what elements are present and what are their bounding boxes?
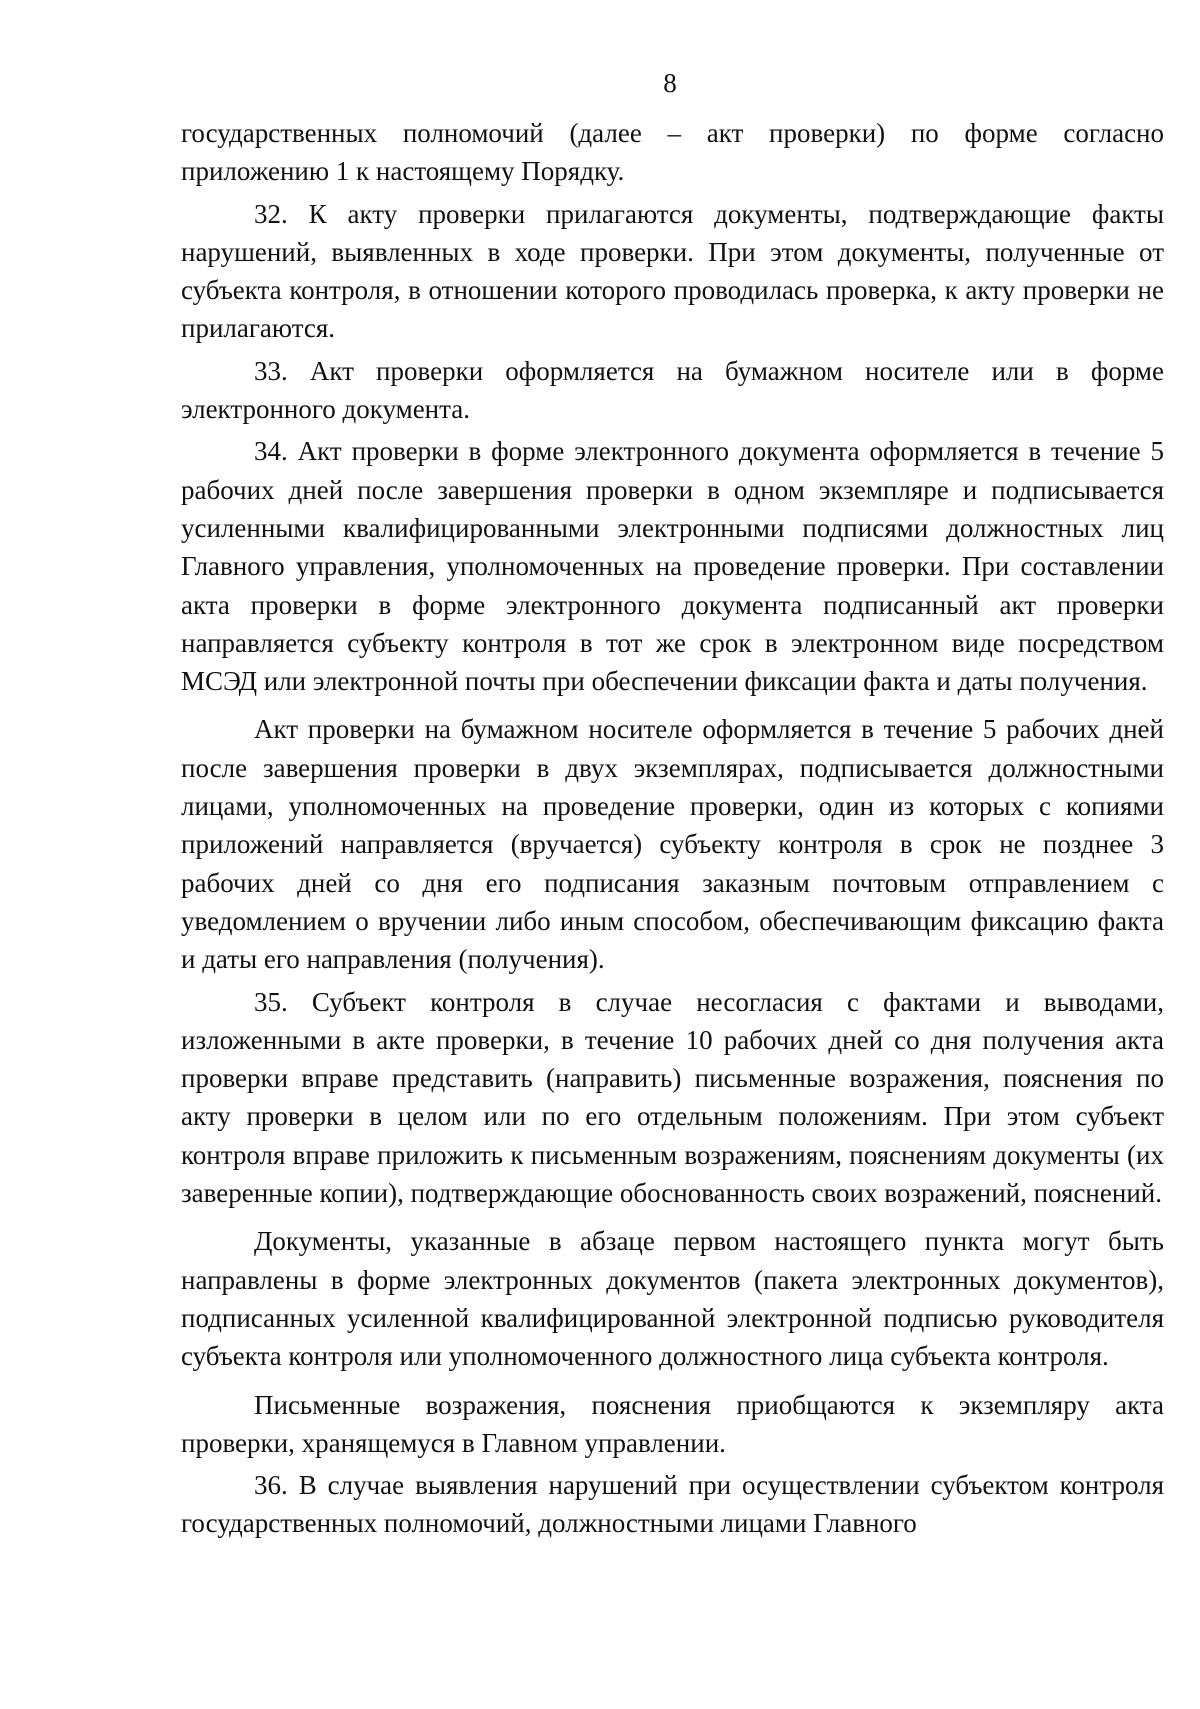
paragraph-32: 32. К акту проверки прилагаются документы, подтверждающие факты нарушений, выявленных в ходе проверки. При этом документы, полученные от субъекта контроля, в отношении которого проводилась проверка, к акту проверки не прилагаются.	[181, 198, 1164, 344]
paragraph-35: 35. Субъект контроля в случае несогласия с фактами и выводами, изложенными в акте проверки, в течение 10 рабочих дней со дня получения акта проверки вправе представить (направить) письменные возражения, пояснения по акту проверки в целом или по его отдельным положениям. При этом субъект контроля вправе приложить к письменным возражениям, пояснениям документы (их заверенные копии), подтверждающие обоснованность своих возражений, пояснений.	[181, 986, 1164, 1209]
paragraph-35-objections: Письменные возражения, пояснения приобщаются к экземпляру акта проверки, хранящемуся в Главном управлении.	[181, 1389, 1164, 1458]
paragraph-34-paper-act: Акт проверки на бумажном носителе оформляется в течение 5 рабочих дней после завершения проверки в двух экземплярах, подписывается должностными лицами, уполномоченных на проведение проверки, один из которых с копиями приложений направляется (вручается) субъекту контроля в срок не позднее 3 рабочих дней со дня его подписания заказным почтовым отправлением с уведомлением о вручении либо иным способом, обеспечивающим фиксацию факта и даты его направления (получения).	[181, 714, 1164, 975]
document-body	[181, 114, 1164, 1547]
paragraph-continuation: государственных полномочий (далее – акт проверки) по форме согласно приложению 1 к настоящему Порядку.	[181, 118, 1164, 187]
paragraph-34: 34. Акт проверки в форме электронного документа оформляется в течение 5 рабочих дней после завершения проверки в одном экземпляре и подписывается усиленными квалифицированными электронными подписями должностных лиц Главного управления, уполномоченных на проведение проверки. При составлении акта проверки в форме электронного документа подписанный акт проверки направляется субъекту контроля в тот же срок в электронном виде посредством МСЭД или электронной почты при обеспечении фиксации факта и даты получения.	[181, 436, 1164, 697]
paragraph-35-documents: Документы, указанные в абзаце первом настоящего пункта могут быть направлены в форме электронных документов (пакета электронных документов), подписанных усиленной квалифицированной электронной подписью руководителя субъекта контроля или уполномоченного должностного лица субъекта контроля.	[181, 1226, 1164, 1372]
page-number: 8	[663, 68, 677, 98]
paragraph-33: 33. Акт проверки оформляется на бумажном носителе или в форме электронного документа.	[181, 355, 1164, 425]
paragraph-36: 36. В случае выявления нарушений при осуществлении субъектом контроля государственных полномочий, должностными лицами Главного	[181, 1470, 1164, 1539]
